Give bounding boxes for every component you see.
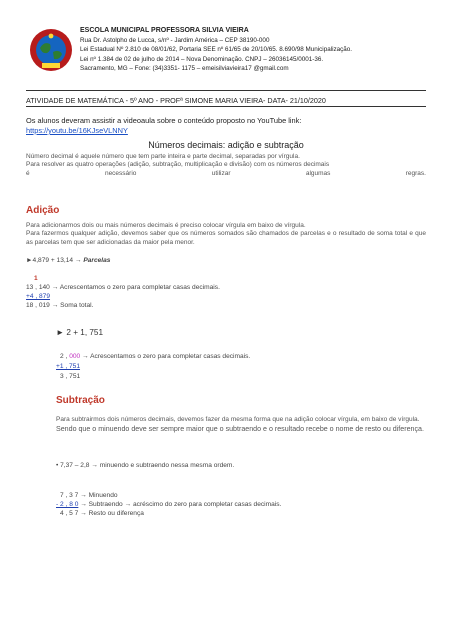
example-1: ►4,879 + 13,14 → Parcelas	[26, 257, 111, 264]
school-header	[80, 26, 440, 74]
contact-info: Sacramento, MG – Fone: (34)3351- 1175 – emeisilviavieira17 @gmail.com	[80, 65, 289, 73]
school-logo	[28, 26, 74, 74]
header-divider	[26, 90, 426, 91]
youtube-link[interactable]: https://youtu.be/16KJseVLNNY	[26, 126, 128, 135]
definition-text	[26, 153, 426, 178]
example-2: ► 2 + 1, 751	[56, 328, 104, 337]
arrow-icon: →	[51, 284, 59, 291]
school-address: Rua Dr. Astolpho de Lucca, s/nº - Jardim América – CEP 38190-000	[80, 36, 270, 44]
carry-digit: 1	[34, 275, 38, 282]
subtracao-paragraph	[56, 416, 426, 434]
legal-info-1: Lei Estadual Nº 2.810 de 08/01/62, Portaria SEE nº 61/65 de 20/10/65. 8.690/98 Municipalização.	[80, 46, 353, 54]
adicao-p1: Para adicionarmos dois ou mais números decimais é preciso colocar vírgula em baixo de vírgula.	[26, 222, 306, 229]
addition-row-1: 13 , 140 → Acrescentamos o zero para completar casas decimais.	[26, 284, 220, 291]
added-zeros: 000	[69, 353, 81, 360]
parcelas-label: Parcelas	[83, 257, 111, 264]
school-name: ESCOLA MUNICIPAL PROFESSORA SILVIA VIEIRA	[80, 27, 249, 34]
legal-info-2: Lei nº 1.384 de 02 de julho de 2014 – Nova Denominação. CNPJ – 26036145/0001-36.	[80, 55, 324, 63]
heading-subtracao: Subtração	[56, 395, 105, 406]
subtracao-example: • 7,37 – 2,8 → minuendo e subtraendo nessa mesma ordem.	[56, 462, 235, 469]
sub-row-1: 7 , 3 7 → Minuendo	[60, 492, 118, 499]
addition-row-2: +4 , 879	[26, 293, 51, 300]
bullet-arrow-icon: ►	[26, 257, 33, 264]
intro-text: Os alunos deveram assistir a videoaula sobre o conteúdo proposto no YouTube link:	[26, 116, 302, 125]
sub-row-2: - 2 , 8 0 → Subtraendo → acréscimo do zero para completar casas decimais.	[56, 501, 282, 508]
adicao-p2: Para fazermos qualquer adição, devemos saber que os números somados são chamados de parcelas e o resultado de soma total e que as parcelas tem que ser adicionadas da maior pela menor.	[26, 230, 426, 246]
subtracao-p2: Sendo que o minuendo deve ser sempre maior que o subtraendo e o resultado recebe o nome de resto ou diferença.	[56, 425, 424, 434]
definition-line-3: é necessário utilizar algumas regras.	[26, 169, 426, 177]
sub-row-3: 4 , 5 7 → Resto ou diferença	[60, 510, 144, 517]
arrow-icon: →	[51, 302, 59, 309]
addition-row-3: 18 , 019 → Soma total.	[26, 302, 94, 309]
heading-adicao: Adição	[26, 205, 60, 216]
arrow-icon: →	[82, 353, 89, 360]
definition-line-2: Para resolver as quatro operações (adição, subtração, multiplicação e divisão) com os números decimais	[26, 161, 330, 169]
sum2-row-2: +1 , 751	[56, 363, 81, 370]
sum2-row-1: 2 , 000 → Acrescentamos o zero para completar casas decimais.	[60, 353, 251, 360]
activity-title: ATIVIDADE DE MATEMÁTICA - 5º ANO - PROFª SIMONE MARIA VIEIRA- DATA- 21/10/2020	[26, 96, 326, 105]
page-title: Números decimais: adição e subtração	[148, 140, 304, 150]
definition-line-1: Número decimal é aquele número que tem parte inteira e parte decimal, separadas por vírgula.	[26, 153, 300, 160]
adicao-paragraph	[26, 222, 426, 247]
activity-divider	[26, 106, 426, 107]
sum2-row-3: 3 , 751	[60, 373, 81, 380]
subtracao-p1: Para subtrairmos dois números decimais, devemos fazer da mesma forma que na adição colocar vírgula, em baixo de vírgula.	[56, 416, 420, 423]
